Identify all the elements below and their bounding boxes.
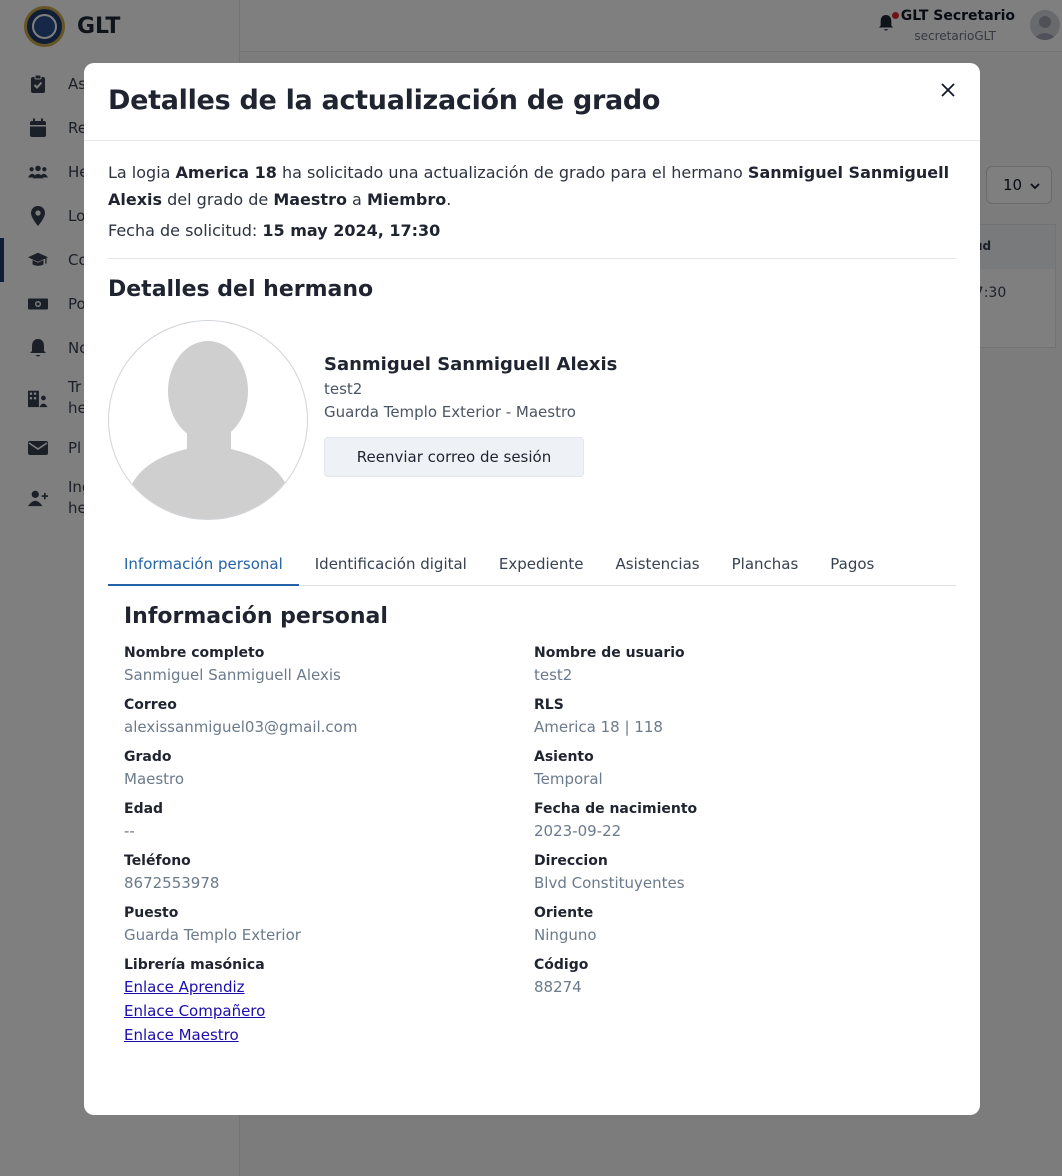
field-fecha-nacimiento	[534, 799, 934, 851]
field-label: Teléfono	[124, 853, 191, 869]
avatar	[108, 320, 308, 520]
field-label: Grado	[124, 749, 172, 765]
tab-informacion-personal[interactable]: Información personal	[108, 542, 299, 586]
resend-session-email-button[interactable]: Reenviar correo de sesión	[324, 437, 584, 477]
field-value: alexissanmiguel03@gmail.com	[124, 718, 358, 736]
summary-text: ha solicitado una actualización de grado para el hermano	[276, 163, 748, 182]
summary-hermano: Sanmiguel Sanmiguell Alexis	[108, 163, 950, 209]
field-value: Guarda Templo Exterior	[124, 926, 301, 944]
field-label: Asiento	[534, 749, 594, 765]
field-oriente	[534, 903, 934, 955]
tab-pagos[interactable]: Pagos	[830, 555, 875, 573]
field-codigo	[534, 955, 934, 1007]
member-name: Sanmiguel Sanmiguell Alexis	[324, 354, 618, 375]
field-label: Direccion	[534, 853, 608, 869]
field-value: America 18 | 118	[534, 718, 663, 736]
field-direccion	[534, 851, 934, 903]
link-aprendiz[interactable]: Enlace Aprendiz	[124, 978, 245, 996]
field-label: RLS	[534, 697, 564, 713]
field-value: Blvd Constituyentes	[534, 874, 685, 892]
field-label: Librería masónica	[124, 957, 265, 973]
field-value: Ninguno	[534, 926, 597, 944]
field-value: test2	[534, 666, 573, 684]
close-icon	[941, 82, 955, 101]
field-label: Fecha de nacimiento	[534, 801, 698, 817]
field-label: Edad	[124, 801, 164, 817]
summary-from-grade: Maestro	[273, 190, 347, 209]
field-value: Temporal	[534, 770, 603, 788]
field-value: 88274	[534, 978, 582, 996]
field-label: Oriente	[534, 905, 594, 921]
field-telefono	[124, 851, 534, 903]
left-column	[124, 643, 534, 1047]
tab-expediente[interactable]: Expediente	[498, 555, 584, 573]
field-edad	[124, 799, 534, 851]
field-value: Maestro	[124, 770, 185, 788]
modal-header	[84, 63, 980, 141]
tabs	[108, 542, 956, 586]
field-value: --	[124, 822, 135, 840]
field-correo	[124, 695, 534, 747]
personal-info-grid	[124, 643, 940, 1047]
divider	[108, 258, 956, 259]
right-column	[534, 643, 934, 1047]
field-label: Nombre completo	[124, 645, 265, 661]
request-date	[108, 221, 956, 240]
field-value: Sanmiguel Sanmiguell Alexis	[124, 666, 341, 684]
member-role: Guarda Templo Exterior - Maestro	[324, 403, 576, 421]
section-title: Detalles del hermano	[108, 277, 374, 302]
summary-text: del grado de	[162, 190, 274, 209]
field-label: Correo	[124, 697, 177, 713]
member-username: test2	[324, 380, 363, 398]
field-asiento	[534, 747, 934, 799]
modal-body	[84, 141, 980, 1047]
summary-text: a	[346, 190, 367, 209]
summary-logia: America 18	[175, 163, 277, 182]
link-companero[interactable]: Enlace Compañero	[124, 1002, 266, 1020]
field-value: 2023-09-22	[534, 822, 622, 840]
field-label: Código	[534, 957, 589, 973]
tab-planchas[interactable]: Planchas	[731, 555, 799, 573]
profile-info	[324, 354, 617, 477]
summary-text: La logia	[108, 163, 176, 182]
field-grado	[124, 747, 534, 799]
field-puesto	[124, 903, 534, 955]
modal-title: Detalles de la actualización de grado	[108, 85, 661, 116]
field-libreria-masonica	[124, 955, 534, 1047]
summary-to-grade: Miembro	[366, 190, 447, 209]
personal-info-title: Información personal	[124, 604, 388, 629]
request-date-label: Fecha de solicitud:	[108, 221, 263, 240]
request-date-value: 15 may 2024, 17:30	[262, 221, 441, 240]
close-button[interactable]	[934, 77, 962, 105]
tab-asistencias[interactable]: Asistencias	[615, 555, 700, 573]
personal-info-panel	[108, 586, 956, 1047]
field-nombre-usuario	[534, 643, 934, 695]
link-maestro[interactable]: Enlace Maestro	[124, 1026, 239, 1044]
request-summary	[108, 159, 956, 213]
field-label: Nombre de usuario	[534, 645, 685, 661]
field-label: Puesto	[124, 905, 179, 921]
grade-update-modal	[84, 63, 980, 1115]
tab-identificacion-digital[interactable]: Identificación digital	[314, 555, 467, 573]
field-nombre-completo	[124, 643, 534, 695]
member-profile	[108, 320, 956, 520]
summary-text: .	[446, 190, 452, 209]
field-value: 8672553978	[124, 874, 220, 892]
field-rls	[534, 695, 934, 747]
